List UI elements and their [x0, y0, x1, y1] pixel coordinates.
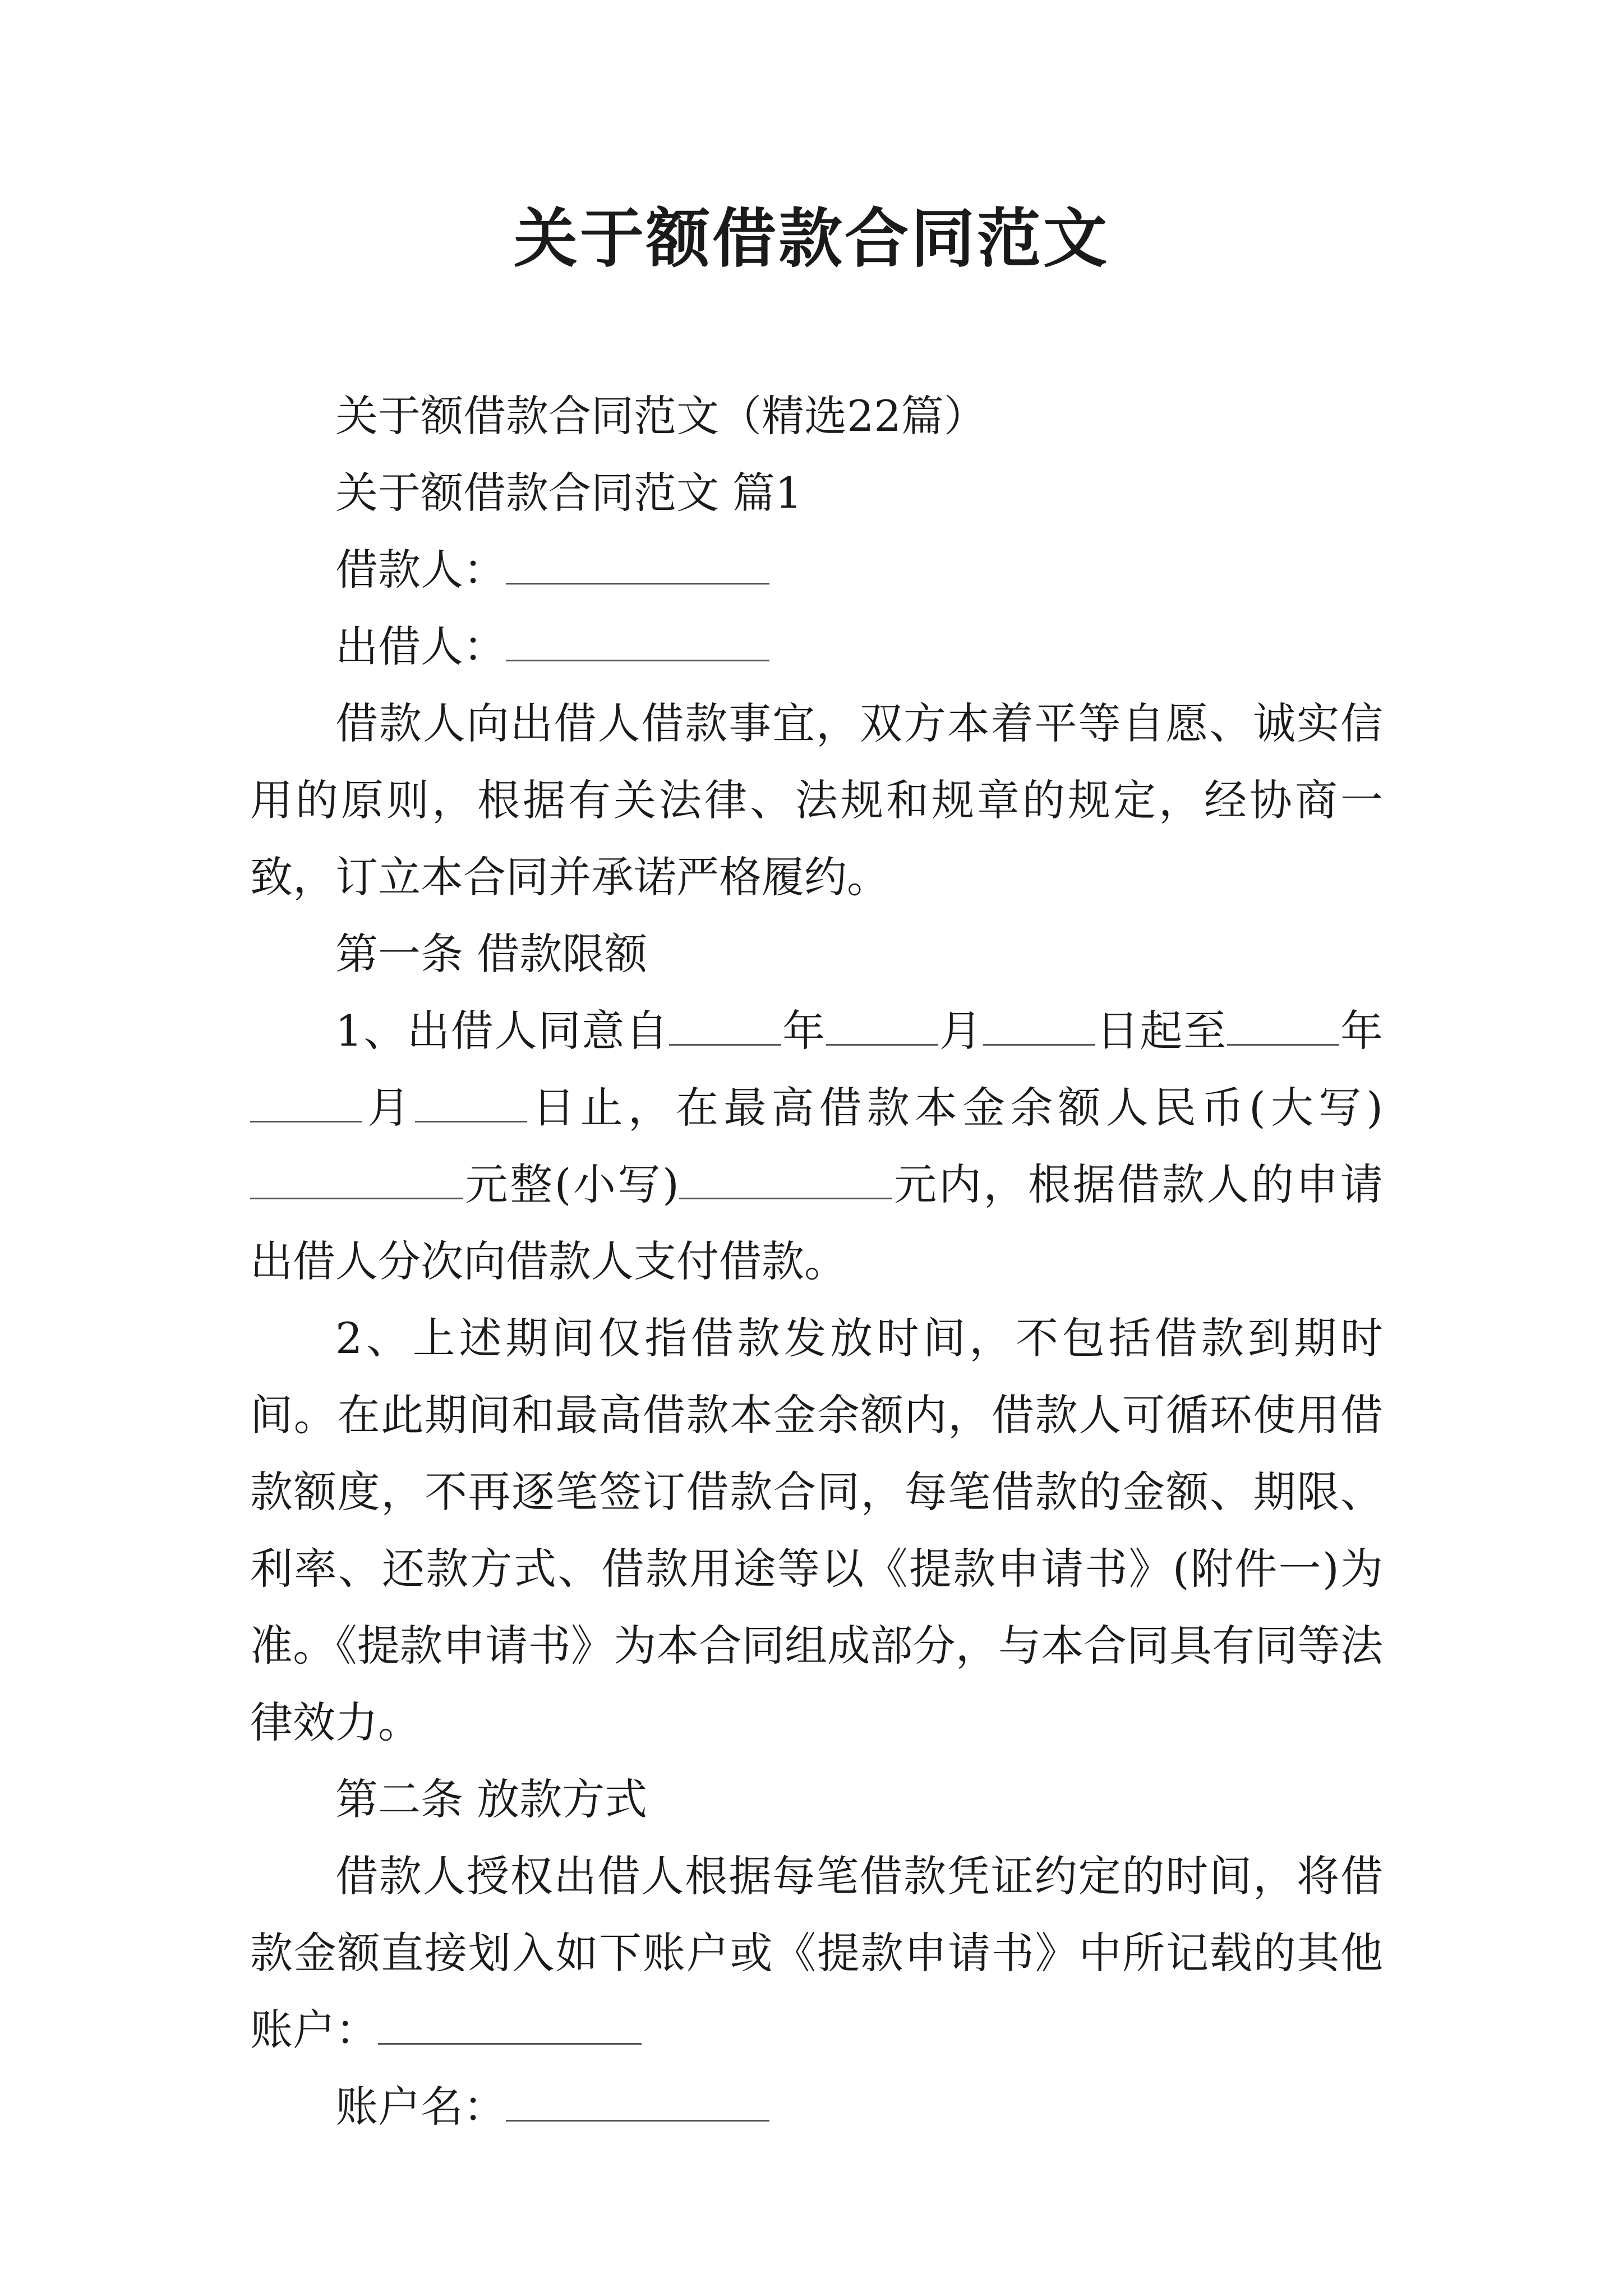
month-label: 月: [362, 1083, 416, 1133]
subtitle: 关于额借款合同范文（精选22篇）: [335, 391, 986, 441]
clause-1-tail: 元内，根据借款人的申请出借人分次向借款人支付借款。: [250, 1159, 1384, 1286]
lender-blank: [506, 617, 769, 661]
account-name-label: 账户名：: [335, 2082, 506, 2132]
article1-heading: 第一条 借款限额: [335, 929, 648, 979]
amount-small-blank: [679, 1155, 892, 1199]
clause-2: 2、上述期间仅指借款发放时间，不包括借款到期时间。在此期间和最高借款本金余额内，借款人可循环使用借款额度，不再逐笔签订借款合同，每笔借款的金额、期限、利率、还款方式、借款用途等以《提款申请书》(附件一)为准。《提款申请书》为本合同组成部分，与本合同具有同等法律效力。: [250, 1313, 1383, 1747]
borrower-blank: [506, 540, 769, 585]
lender-label: 出借人：: [335, 622, 506, 671]
section-heading: 关于额借款合同范文 篇1: [335, 468, 803, 518]
account-name-line: [250, 2068, 1383, 2145]
end-month-blank: [250, 1078, 362, 1122]
clause-1: [250, 992, 1383, 1300]
borrower-line: [250, 531, 1383, 608]
document-title: 关于额借款合同范文: [513, 201, 1109, 276]
document-body: [250, 378, 1383, 2145]
intro-paragraph: 借款人向出借人借款事宜，双方本着平等自愿、诚实信用的原则，根据有关法律、法规和规章的规定，经协商一致，订立本合同并承诺严格履约。: [250, 698, 1383, 902]
account-blank: [378, 2000, 642, 2045]
clause-1-amount-capital: 日止，在最高借款本金余额人民币(大写): [527, 1083, 1383, 1133]
article2-heading: 第二条 放款方式: [335, 1774, 648, 1824]
account-name-blank: [506, 2077, 769, 2122]
amount-capital-blank: [250, 1155, 463, 1199]
start-day-blank: [983, 1001, 1095, 1046]
year-label: 年: [1339, 1006, 1384, 1056]
article2-paragraph: [250, 1838, 1383, 2068]
start-year-blank: [669, 1001, 781, 1046]
year-label: 年: [781, 1006, 826, 1056]
end-year-blank: [1227, 1001, 1339, 1046]
month-label: 月: [938, 1006, 983, 1056]
article2-text: 借款人授权出借人根据每笔借款凭证约定的时间，将借款金额直接划入如下账户或《提款申请书》中所记载的其他账户：: [250, 1851, 1383, 2055]
end-day-blank: [415, 1078, 527, 1122]
clause-1-start: 1、出借人同意自: [335, 1006, 670, 1056]
borrower-label: 借款人：: [335, 545, 506, 595]
lender-line: [250, 608, 1383, 685]
clause-1-amount-small: 元整(小写): [463, 1159, 679, 1209]
start-month-blank: [826, 1001, 938, 1046]
day-label: 日起至: [1095, 1006, 1228, 1056]
